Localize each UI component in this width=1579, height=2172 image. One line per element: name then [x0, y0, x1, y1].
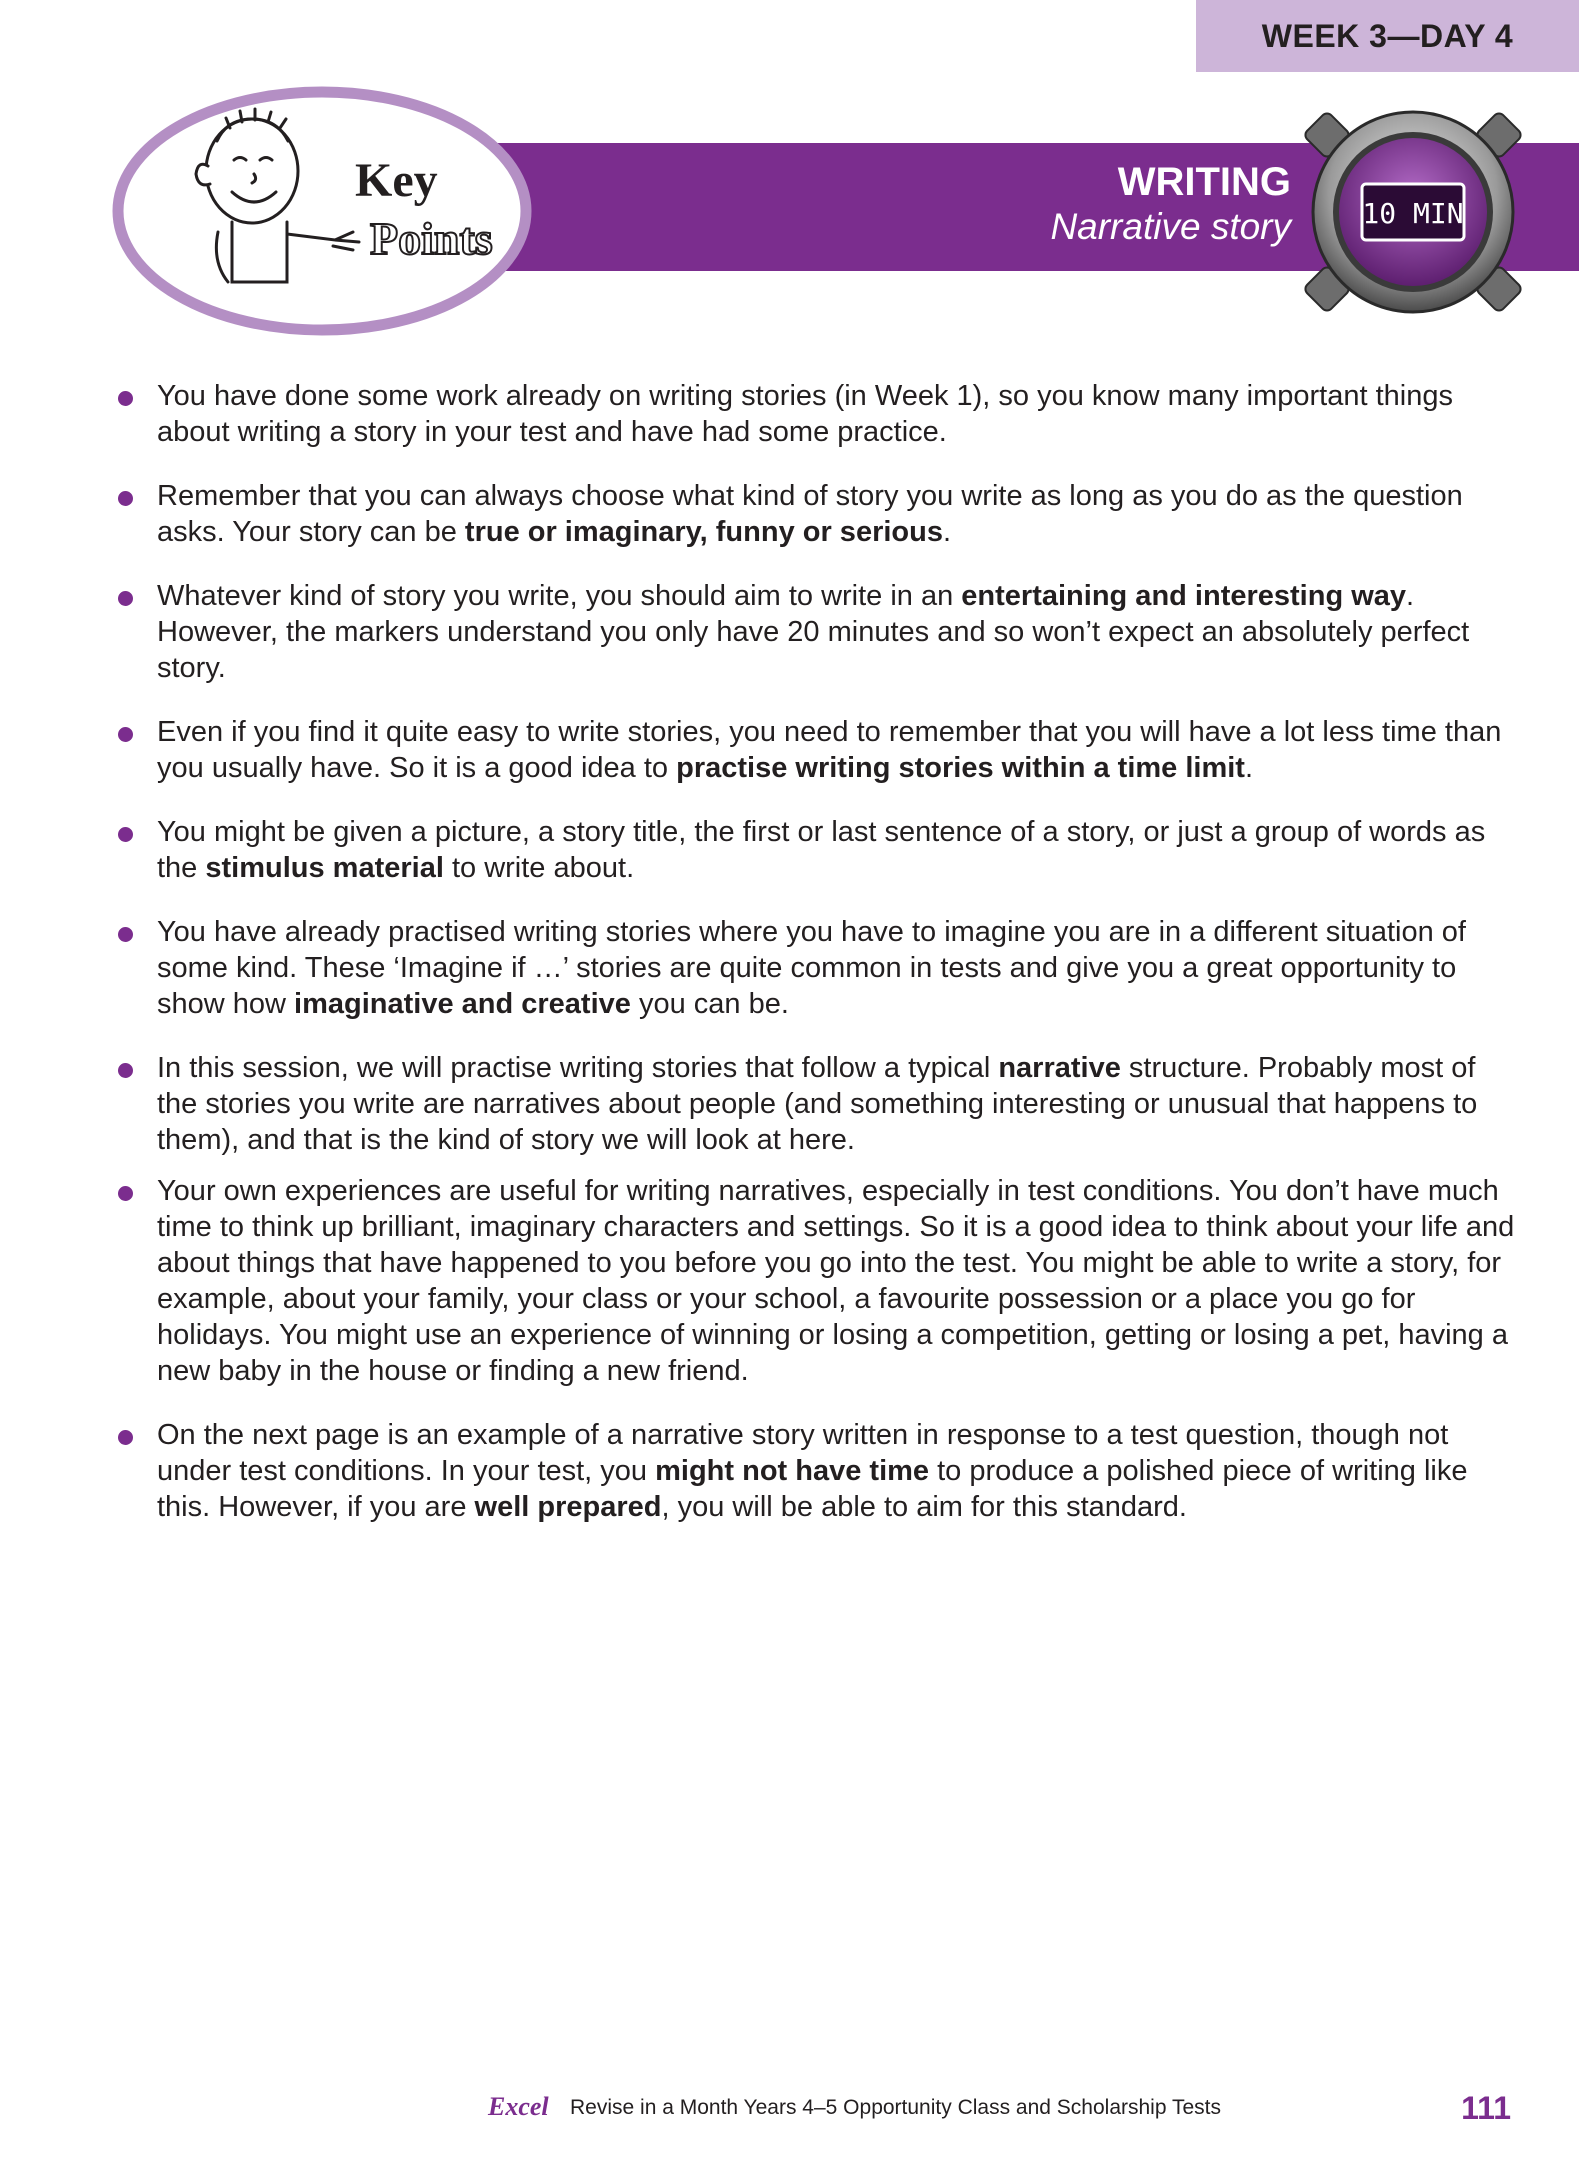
bullet-item [118, 914, 1518, 1022]
bullet-bold-text: stimulus material [205, 852, 444, 884]
bullet-text: to produce a polished piece of writing like this. However, if you are [157, 1455, 1468, 1523]
bullet-text: . [942, 516, 952, 548]
bullet-text: You have already practised writing stories where you have to imagine you are in a different situation of some kind. These ‘Imagine if …’ stories are quite common in tests and give you a great opportunity to show how [157, 916, 1466, 1020]
bullet-text: to write about. [443, 852, 635, 884]
bullet-dot-icon [118, 391, 133, 406]
key-points-logo [112, 86, 532, 336]
bullet-text: On the next page is an example of a narrative story written in response to a test question, though not under test conditions. In your test, you [157, 1419, 1449, 1487]
bullet-dot-icon [118, 591, 133, 606]
bullet-bold-text: practise writing stories within a time limit [676, 752, 1245, 784]
bullet-dot-icon [118, 1063, 133, 1078]
bullet-dot-icon [118, 491, 133, 506]
footer-brand: Excel [488, 2092, 549, 2121]
bullet-text: . [1244, 752, 1254, 784]
logo-points-text: Points [370, 213, 493, 264]
banner-title [1050, 159, 1291, 249]
bullet-item [118, 1173, 1518, 1389]
bullet-dot-icon [118, 727, 133, 742]
bullet-item [118, 1050, 1518, 1158]
bullet-text: structure. Probably most of the stories you write are narratives about people (and something interesting or unusual that happens to them), and that is the kind of story we will look at here. [157, 1052, 1478, 1156]
bullet-text: You might be given a picture, a story title, the first or last sentence of a story, or just a group of words as the [157, 816, 1486, 884]
bullet-item [118, 578, 1518, 686]
bullet-item [118, 378, 1518, 450]
week-day-tab [1196, 0, 1579, 72]
bullet-bold-text: entertaining and interesting way [961, 580, 1407, 612]
bullet-text: In this session, we will practise writing stories that follow a typical [157, 1052, 999, 1084]
bullet-text: Your own experiences are useful for writing narratives, especially in test conditions. You don’t have much time to think up brilliant, imaginary characters and settings. So it is a good idea to think about your life and about things that have happened to you before you go into the test. You might be able to write a story, for example, about your family, your class or your school, a favourite possession or a place you go for holidays. You might use an experience of winning or losing a competition, getting or losing a pet, having a new baby in the house or finding a new friend. [157, 1175, 1515, 1387]
section-title: WRITING [1117, 160, 1291, 204]
bullet-text: , you will be able to aim for this standard. [661, 1491, 1187, 1523]
key-points-list [118, 378, 1518, 1525]
bullet-bold-text: true or imaginary, funny or serious [464, 516, 943, 548]
bullet-item [118, 1417, 1518, 1525]
bullet-text: You have done some work already on writing stories (in Week 1), so you know many important things about writing a story in your test and have had some practice. [157, 380, 1453, 448]
timer-label: 10 MIN [1362, 197, 1464, 230]
footer [0, 2092, 1579, 2132]
bullet-text: . However, the markers understand you only have 20 minutes and so won’t expect an absolutely perfect story. [157, 580, 1470, 684]
bullet-item [118, 814, 1518, 886]
bullet-dot-icon [118, 1186, 133, 1201]
bullet-bold-text: might not have time [655, 1455, 930, 1487]
bullet-text: Whatever kind of story you write, you should aim to write in an [157, 580, 962, 612]
section-subtitle: Narrative story [1050, 206, 1291, 247]
bullet-text: Even if you find it quite easy to write stories, you need to remember that you will have a lot less time than you usually have. So it is a good idea to [157, 716, 1502, 784]
bullet-item [118, 714, 1518, 786]
bullet-item [118, 478, 1518, 550]
bullet-dot-icon [118, 927, 133, 942]
week-day-label: WEEK 3—DAY 4 [1261, 17, 1514, 54]
bullet-bold-text: imaginative and creative [294, 988, 631, 1020]
footer-title: Revise in a Month Years 4–5 Opportunity Class and Scholarship Tests [570, 2096, 1221, 2119]
bullet-bold-text: well prepared [474, 1491, 662, 1523]
logo-key-text: Key [355, 154, 438, 207]
stopwatch-timer-icon [1298, 102, 1528, 322]
bullet-dot-icon [118, 1430, 133, 1445]
bullet-text: Remember that you can always choose what kind of story you write as long as you do as the question asks. Your story can be [157, 480, 1463, 548]
bullet-bold-text: narrative [998, 1052, 1121, 1084]
bullet-text: you can be. [630, 988, 789, 1020]
page-number: 111 [1461, 2090, 1511, 2126]
bullet-dot-icon [118, 827, 133, 842]
